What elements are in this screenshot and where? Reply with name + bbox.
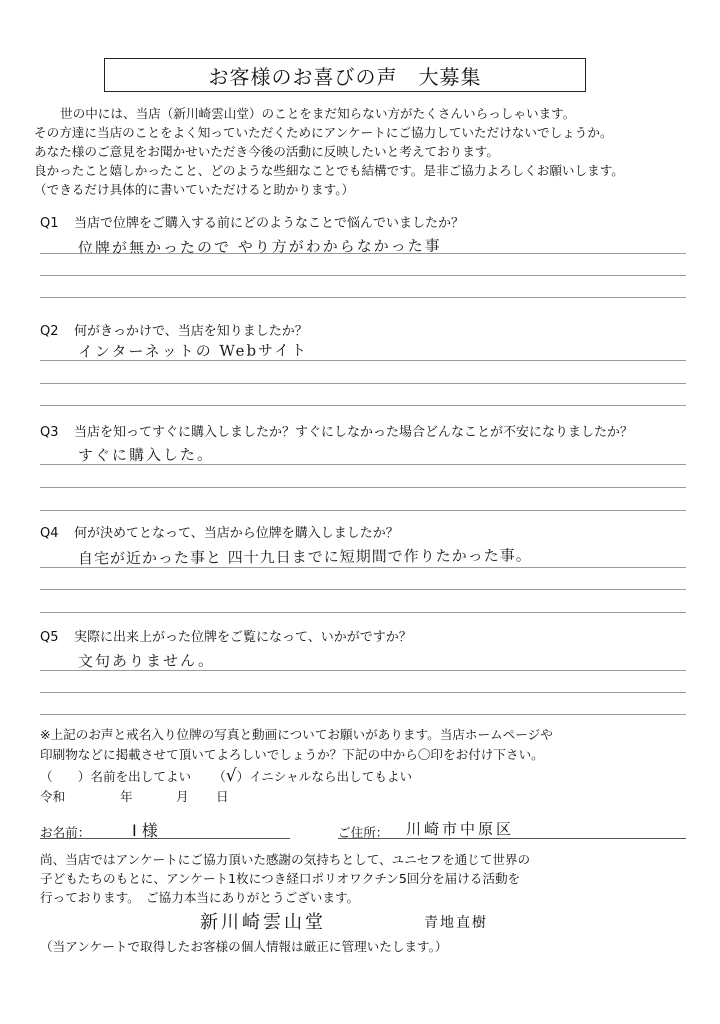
intro-line: 世の中には、当店（新川崎雲山堂）のことをまだ知らない方がたくさんいらっしゃいます。 [60,106,576,121]
date-year: 年 [120,789,133,804]
answer-line [40,612,686,613]
note-line: 印刷物などに掲載させて頂いてよろしいでしょうか？下記の中から〇印をお付け下さい。 [40,747,544,762]
option-initial-checkbox-open[interactable]: （ [213,769,226,784]
intro-line: 良かったこと嬉しかったこと、どのような些細なことでも結構です。是非ご協力よろしくお願いします。 [34,163,624,178]
consent-note [40,725,700,765]
closing-line: 子どもたちのもとに、アンケート1枚につき経口ポリオワクチン5回分を届ける活動を [40,871,521,886]
intro-line: その方達に当店のことをよく知っていただくためにアンケートにご協力していただけないでしょうか。 [34,125,613,140]
option-name-checkbox[interactable]: （ ） [40,769,91,784]
question-number: Q3 [40,425,59,440]
answer-line [40,360,686,361]
closing-line: 行っております。 ご協力本当にありがとうございます。 [40,890,360,905]
question-text: 何が決めてとなって、当店から位牌を購入しましたか？ [74,526,399,541]
answer-5: 文句ありません。 [77,651,215,671]
question-4 [40,522,399,541]
name-underline [40,838,290,839]
consent-options [40,766,412,786]
privacy-note: （当アンケートで取得したお客様の個人情報は厳正に管理いたします。） [40,939,448,954]
date-day: 日 [216,789,229,804]
question-number: Q5 [40,630,59,645]
question-3 [40,421,633,440]
date-month: 月 [176,789,189,804]
question-number: Q2 [40,324,59,339]
question-number: Q4 [40,526,59,541]
question-1 [40,212,464,231]
address-value: 川崎市中原区 [406,820,515,838]
answer-line [40,510,686,511]
note-line: ※上記のお声と戒名入り位牌の写真と動画についてお願いがあります。当店ホームページや [40,727,553,742]
intro-line: （できるだけ具体的に書いていただけると助かります。） [34,182,355,197]
option-initial-label: イニシャルなら出してもよい [249,769,413,784]
question-text: 当店を知ってすぐに購入しましたか？すぐにしなかった場合どんなことが不安になりましたか？ [74,425,634,440]
answer-line [40,464,686,465]
answer-2: インターネットの Webサイト [77,341,309,361]
question-text: 実際に出来上がった位牌をご覧になって、いかがですか？ [74,630,412,645]
question-text: 何がきっかけで、当店を知りましたか？ [74,324,308,339]
answer-line [40,297,686,298]
answer-line [40,487,686,488]
intro-line: あなた様のご意見をお聞かせいただき今後の活動に反映したいと考えております。 [34,144,499,159]
name-label: お名前： [40,825,91,840]
owner-name: 青地直樹 [424,915,488,931]
closing-line: 尚、当店ではアンケートにご協力頂いた感謝の気持ちとして、ユニセフを通じて世界の [40,852,531,867]
answer-1: 位牌が無かったので やり方がわからなかった事 [77,236,442,258]
answer-line [40,405,686,406]
check-mark-icon: √ [225,766,237,786]
question-5 [40,626,412,645]
shop-name: 新川崎雲山堂 [200,912,326,933]
answer-line [40,253,686,254]
answer-line [40,692,686,693]
question-text: 当店で位牌をご購入する前にどのようなことで悩んでいましたか？ [74,216,465,231]
name-value: I 様 [132,821,158,840]
answer-4: 自宅が近かった事と 四十九日までに短期間で作りたかった事。 [77,546,532,568]
answer-line [40,589,686,590]
intro-text [34,104,704,199]
option-name-label: 名前を出してよい [90,769,192,784]
survey-title: お客様のお喜びの声 大募集 [104,58,586,92]
option-initial-checkbox-close: ） [236,769,250,784]
address-label: ご住所： [338,825,389,840]
answer-line [40,383,686,384]
address-underline [338,838,686,839]
answer-line [40,275,686,276]
question-number: Q1 [40,216,59,231]
answer-line [40,567,686,568]
answer-line [40,670,686,671]
date-era: 令和 [40,789,66,804]
question-2 [40,320,308,339]
name-address-row [40,818,686,840]
answer-line [40,714,686,715]
answer-3: すぐに購入した。 [77,445,215,465]
closing-text [40,850,700,907]
